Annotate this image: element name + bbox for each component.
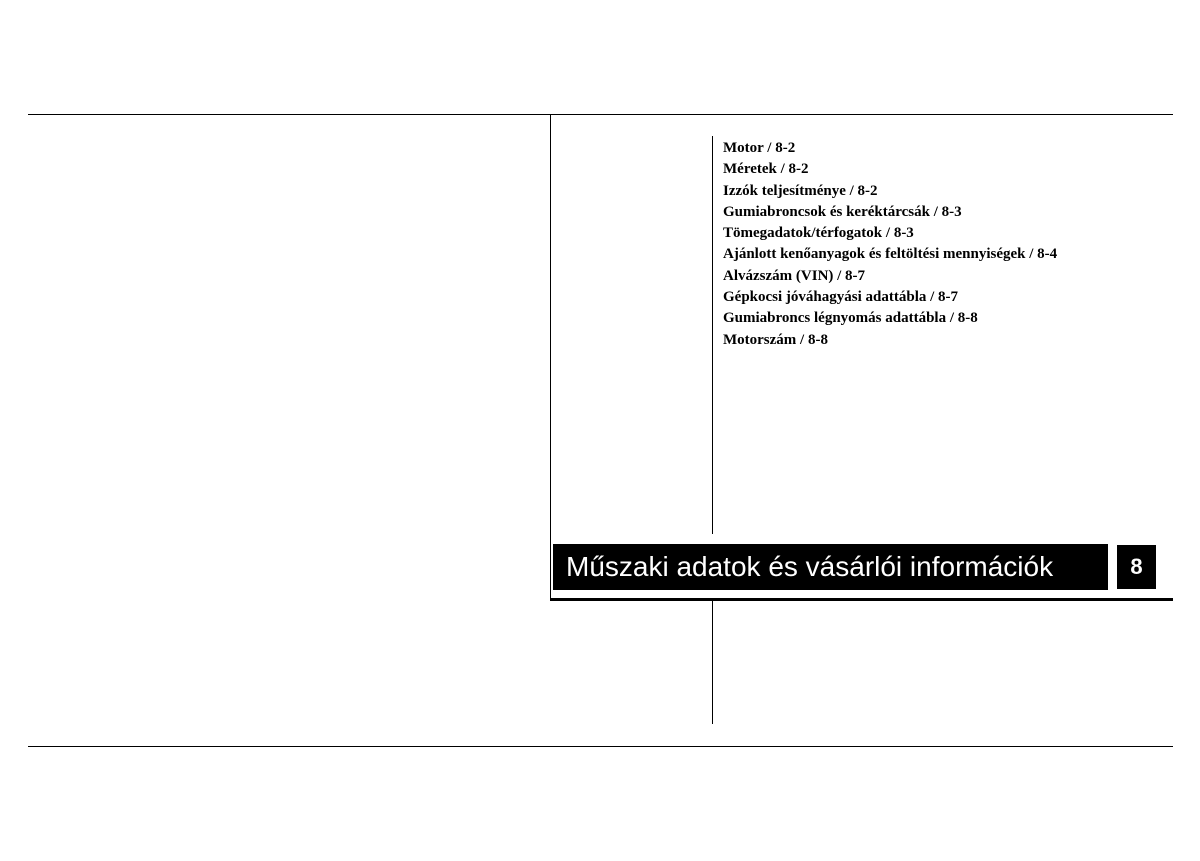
toc-item: Motorszám / 8-8	[723, 331, 828, 348]
toc-item: Motor / 8-2	[723, 140, 796, 156]
toc-item: Izzók teljesítménye / 8-2	[723, 182, 878, 199]
toc-item: Gumiabroncsok és keréktárcsák / 8-3	[723, 203, 962, 220]
toc-item: Méretek / 8-2	[723, 161, 809, 178]
chapter-number: 8	[1117, 545, 1156, 589]
bottom-rule	[28, 746, 1173, 747]
toc-item: Ajánlott kenőanyagok és feltöltési mennyiségek / 8-4	[723, 246, 1058, 263]
chapter-title: Műszaki adatok és vásárlói információk	[553, 544, 1108, 590]
left-column-divider	[550, 114, 551, 600]
toc-item: Gumiabroncs légnyomás adattábla / 8-8	[723, 310, 978, 327]
toc-divider-upper	[712, 136, 713, 534]
toc-item: Gépkocsi jóváhagyási adattábla / 8-7	[723, 289, 959, 306]
toc-divider-lower	[712, 600, 713, 724]
toc-item: Alvázszám (VIN) / 8-7	[723, 267, 866, 284]
top-rule	[28, 114, 1173, 115]
table-of-contents	[723, 138, 1057, 351]
toc-item: Tömegadatok/térfogatok / 8-3	[723, 225, 914, 242]
chapter-underline	[550, 598, 1173, 601]
